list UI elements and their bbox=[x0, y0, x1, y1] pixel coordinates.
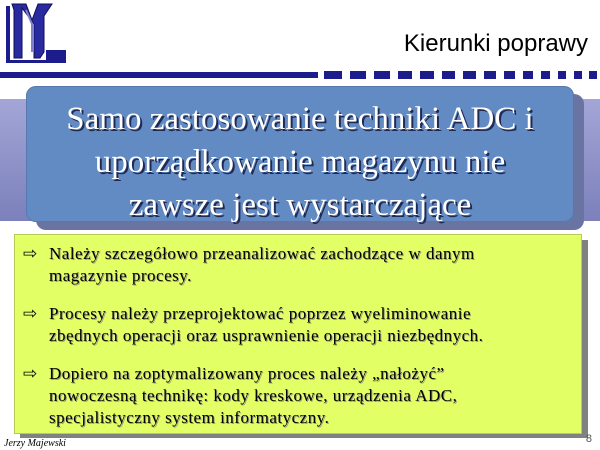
arrow-right-icon: ⇨ bbox=[23, 244, 38, 264]
bullet-box bbox=[14, 234, 582, 434]
callout-line: Samo zastosowanie techniki ADC i bbox=[66, 101, 534, 137]
page-number: 8 bbox=[585, 433, 592, 445]
header-divider bbox=[0, 64, 600, 86]
logo-icon bbox=[4, 2, 68, 64]
bullet-line: Dopiero na zoptymalizowany proces należy „nałożyć” bbox=[49, 364, 445, 383]
callout-box bbox=[26, 86, 574, 222]
bullet-line: zbędnych operacji oraz usprawnienie operacji niezbędnych. bbox=[49, 326, 484, 345]
callout-heading bbox=[26, 98, 574, 227]
bullet-line: specjalistyczny system informatyczny. bbox=[49, 408, 330, 427]
bullet-line: Procesy należy przeprojektować poprzez wyeliminowanie bbox=[49, 304, 472, 323]
arrow-right-icon: ⇨ bbox=[23, 304, 38, 324]
bullet-item bbox=[23, 363, 563, 429]
arrow-right-icon: ⇨ bbox=[23, 364, 38, 384]
footer-author: Jerzy Majewski bbox=[4, 438, 66, 449]
bullet-item bbox=[23, 243, 563, 287]
bullet-line: magazynie procesy. bbox=[49, 266, 192, 285]
bullet-item bbox=[23, 303, 563, 347]
callout-line: uporządkowanie magazynu nie bbox=[94, 144, 506, 180]
bullet-line: nowoczesną technikę: kody kreskowe, urządzenia ADC, bbox=[49, 386, 458, 405]
callout-line: zawsze jest wystarczające bbox=[128, 187, 472, 223]
bullet-line: Należy szczegółowo przeanalizować zachodzące w danym bbox=[49, 244, 475, 263]
page-title: Kierunki poprawy bbox=[403, 30, 588, 57]
